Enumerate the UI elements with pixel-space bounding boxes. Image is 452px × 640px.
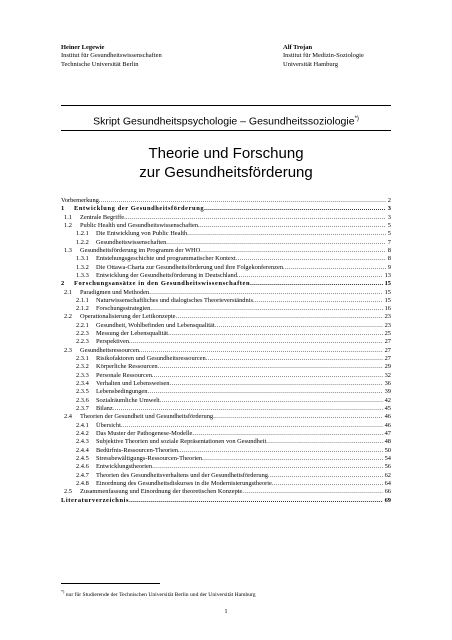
toc-entry-title: Literaturverzeichnis [61, 496, 130, 504]
toc-entry-number: 2.3.1 [76, 355, 89, 363]
toc-entry [61, 472, 391, 480]
toc-entry-page: 5 [387, 221, 391, 229]
page-number: 1 [224, 608, 228, 615]
toc-dot-leader [158, 363, 383, 371]
toc-entry-title: Entwicklung der Gesundheitsförderung in Deutschland [96, 271, 237, 279]
toc-dot-leader [204, 205, 386, 213]
toc-entry [61, 363, 391, 371]
toc-dot-leader [272, 480, 383, 488]
toc-entry [61, 422, 391, 430]
toc-dot-leader [147, 388, 382, 396]
toc-entry [61, 305, 391, 313]
toc-entry-page: 13 [384, 271, 391, 279]
toc-entry-title: Entstehungsgeschichte und programmatischer Kontext [96, 255, 236, 263]
toc-dot-leader [242, 488, 382, 496]
toc-entry-number: 2.1.1 [76, 296, 89, 304]
toc-entry-page: 54 [384, 454, 391, 462]
toc-entry-title: Operationalisierung der Leitkonzepte [80, 313, 176, 321]
title-rule-bottom [61, 130, 391, 131]
toc-entry-title: Sozialräumliche Umwelt [96, 396, 160, 404]
toc-entry-page: 42 [384, 396, 391, 404]
toc-dot-leader [168, 330, 383, 338]
toc-entry-title: Forschungsstrategien [96, 305, 151, 313]
footnote-rule [61, 583, 160, 584]
toc-entry [61, 488, 391, 496]
toc-entry-title: Bedürfnis-Ressourcen-Theorien [96, 446, 178, 454]
main-title-line-2: zur Gesundheitsförderung [139, 163, 313, 181]
toc-entry [61, 297, 391, 305]
toc-entry-number: 2.2.3 [76, 338, 89, 346]
toc-entry [61, 197, 391, 205]
toc-entry-number: 2.4.8 [76, 479, 89, 487]
toc-entry-page: 66 [384, 488, 391, 496]
toc-entry [61, 239, 391, 247]
toc-entry-title: Risikofaktoren und Gesundheitsressourcen [96, 355, 206, 363]
toc-dot-leader [169, 380, 382, 388]
toc-dot-leader [213, 413, 383, 421]
toc-entry [61, 230, 391, 238]
toc-entry [61, 322, 391, 330]
script-title-text: Skript Gesundheitspsychologie – Gesundheitssoziologie [93, 115, 355, 128]
toc-entry-title: Gesundheitsressourcen [80, 346, 139, 354]
toc-entry [61, 405, 391, 413]
toc-entry-page: 50 [384, 446, 391, 454]
toc-entry-title: Naturwissenschaftliches und dialogisches Theorieverständnis [96, 296, 253, 304]
toc-entry-number: 1.2.2 [76, 238, 89, 246]
toc-entry [61, 247, 391, 255]
toc-entry-page: 15 [384, 288, 391, 296]
toc-entry [61, 205, 391, 213]
toc-entry-number: 2.2.3 [76, 330, 89, 338]
toc-dot-leader [160, 397, 383, 405]
toc-entry [61, 397, 391, 405]
toc-entry-title: Zusammenfassung und Einordnung der theoretischen Konzepte [80, 488, 243, 496]
toc-dot-leader [121, 422, 383, 430]
author-legewie [61, 44, 162, 69]
toc-entry-title: Körperliche Ressourcen [96, 363, 158, 371]
toc-entry-number: 2.4.6 [76, 463, 89, 471]
toc-entry-title: Das Muster der Pathogenese-Modelle [96, 429, 193, 437]
toc-entry-title: Public Health und Gesundheitswissenschaften [80, 221, 199, 229]
toc-entry-number: 1.1 [64, 213, 72, 221]
toc-entry [61, 264, 391, 272]
author-university: Universität Hamburg [283, 60, 338, 68]
toc-entry [61, 222, 391, 230]
toc-entry-page: 9 [387, 263, 391, 271]
toc-dot-leader [250, 280, 382, 288]
toc-entry-title: Entwicklungstheorien [96, 463, 153, 471]
author-university: Technische Universität Berlin [61, 60, 139, 68]
toc-entry-title: Einordnung des Gesundheitsdiskurses in die Modernisierungstheorie [96, 479, 272, 487]
toc-dot-leader [149, 289, 382, 297]
main-title [61, 145, 391, 182]
toc-entry-page: 36 [384, 380, 391, 388]
toc-entry [61, 380, 391, 388]
toc-entry-number: 1.2.1 [76, 230, 89, 238]
toc-entry-number: 2.4.2 [76, 429, 89, 437]
toc-dot-leader [268, 472, 383, 480]
toc-entry-title: Theorien des Gesundheitsverhaltens und der Gesundheitsförderung [96, 471, 268, 479]
toc-entry-number: 2.3.4 [76, 380, 89, 388]
footnote [61, 589, 256, 598]
toc-entry [61, 413, 391, 421]
toc-entry-page: 3 [387, 205, 391, 213]
toc-entry-number: 1 [61, 205, 65, 213]
toc-entry-page: 25 [384, 330, 391, 338]
toc-entry [61, 338, 391, 346]
toc-dot-leader [202, 455, 382, 463]
toc-entry [61, 463, 391, 471]
toc-entry [61, 313, 391, 321]
title-rule-top [61, 105, 391, 106]
toc-dot-leader [237, 272, 383, 280]
toc-entry [61, 330, 391, 338]
toc-entry-page: 32 [384, 371, 391, 379]
toc-entry-page: 64 [384, 479, 391, 487]
toc-entry [61, 280, 391, 288]
toc-dot-leader [99, 197, 386, 205]
toc-entry [61, 255, 391, 263]
main-title-line-1: Theorie und Forschung [148, 145, 304, 162]
author-institute: Institut für Gesundheitswissenschaften [61, 52, 162, 60]
toc-entry-title: Vorbemerkung [61, 197, 99, 204]
toc-dot-leader [139, 347, 383, 355]
toc-entry-title: Die Ottawa-Charta zur Gesundheitsförderung und ihre Folgekonferenzen [96, 263, 284, 271]
toc-entry-page: 45 [384, 405, 391, 412]
toc-entry-page: 8 [387, 246, 391, 254]
toc-entry-title: Personale Ressourcen [96, 371, 152, 379]
toc-entry-title: Gesundheitsförderung im Programm der WHO [80, 246, 201, 254]
toc-entry-page: 46 [384, 421, 391, 429]
toc-entry-number: 2.3 [64, 346, 72, 354]
toc-entry-number: 2 [61, 280, 65, 288]
toc-dot-leader [129, 497, 383, 505]
footnote-marker: *) [61, 589, 65, 594]
toc-entry-page: 5 [387, 230, 391, 238]
toc-entry-number: 2.1.2 [76, 305, 89, 313]
toc-dot-leader [129, 338, 383, 346]
toc-entry-page: 46 [384, 413, 391, 421]
toc-entry-number: 2.3.7 [76, 405, 89, 412]
toc-entry-page: 48 [384, 438, 391, 446]
toc-dot-leader [166, 239, 386, 247]
author-name: Alf Trojan [283, 44, 313, 51]
toc-entry-number: 1.3.2 [76, 263, 89, 271]
toc-entry [61, 272, 391, 280]
toc-entry-number: 2.2.1 [76, 321, 89, 329]
toc-entry-page: 15 [384, 280, 391, 288]
author-trojan [283, 44, 364, 69]
toc-dot-leader [175, 313, 382, 321]
toc-dot-leader [266, 438, 382, 446]
toc-entry-title: Gesundheit, Wohlbefinden und Lebensqualität [96, 321, 215, 329]
toc-dot-leader [152, 372, 383, 380]
toc-entry-number: 1.2 [64, 221, 72, 229]
toc-entry-number: 2.5 [64, 488, 72, 496]
toc-entry-page: 8 [387, 255, 391, 263]
toc-entry [61, 372, 391, 380]
toc-entry-page: 56 [384, 463, 391, 471]
toc-entry-number: 1.3.3 [76, 271, 89, 279]
toc-entry-page: 2 [387, 197, 391, 204]
toc-entry [61, 289, 391, 297]
toc-entry-page: 47 [384, 429, 391, 437]
toc-entry-page: 7 [387, 238, 391, 246]
toc-entry-page: 27 [384, 355, 391, 363]
toc-entry-page: 69 [384, 496, 391, 504]
toc-entry [61, 430, 391, 438]
toc-entry-title: Messung der Lebensqualität [96, 330, 169, 338]
toc-dot-leader [206, 355, 383, 363]
toc-entry-number: 2.4.1 [76, 421, 89, 429]
toc-entry-number: 2.4 [64, 413, 72, 421]
toc-entry-page: 15 [384, 296, 391, 304]
toc-entry [61, 355, 391, 363]
toc-entry-title: Perspektiven [96, 338, 130, 346]
toc-entry-number: 1.3.1 [76, 255, 89, 263]
toc-entry [61, 347, 391, 355]
toc-entry-title: Die Entwicklung von Public Health [96, 230, 188, 238]
toc-entry [61, 388, 391, 396]
toc-entry-page: 27 [384, 346, 391, 354]
toc-entry-title: Lebensbedingungen [96, 388, 148, 396]
toc-dot-leader [200, 247, 386, 255]
toc-entry-number: 2.4.3 [76, 438, 89, 446]
toc-entry-number: 2.3.2 [76, 363, 89, 371]
toc-entry-number: 1.3 [64, 246, 72, 254]
toc-entry-page: 23 [384, 321, 391, 329]
toc-entry-title: Theorien der Gesundheit und Gesundheitsförderung [80, 413, 214, 421]
toc-dot-leader [215, 322, 383, 330]
toc-entry-title: Subjektive Theorien und soziale Repräsentationen von Gesundheit [96, 438, 267, 446]
toc-entry [61, 438, 391, 446]
toc-dot-leader [178, 447, 383, 455]
toc-entry-page: 27 [384, 338, 391, 346]
toc-entry-page: 23 [384, 313, 391, 321]
toc-entry-page: 62 [384, 471, 391, 479]
toc-entry-title: Bilanz [96, 405, 113, 412]
toc-dot-leader [283, 264, 386, 272]
toc-dot-leader [198, 222, 386, 230]
toc-entry-number: 2.4.5 [76, 454, 89, 462]
toc-dot-leader [152, 463, 383, 471]
toc-entry-title: Gesundheitswissenschaften [96, 238, 167, 246]
toc-entry-title: Zentrale Begriffe [80, 213, 125, 221]
toc-dot-leader [192, 430, 382, 438]
author-name: Heiner Legewie [61, 44, 105, 51]
toc-entry-number: 2.1 [64, 288, 72, 296]
toc-dot-leader [187, 230, 386, 238]
toc-entry-number: 2.3.5 [76, 388, 89, 396]
toc-entry-title: Verhalten und Lebensweisen [96, 380, 170, 388]
toc-dot-leader [124, 214, 386, 222]
toc-dot-leader [253, 297, 383, 305]
toc-entry-page: 3 [387, 213, 391, 221]
script-title [61, 112, 391, 129]
toc-entry-number: 2.2 [64, 313, 72, 321]
toc-dot-leader [113, 405, 383, 413]
author-institute: Institut für Medizin-Soziologie [283, 52, 364, 60]
toc-entry [61, 214, 391, 222]
toc-entry-number: 2.4.7 [76, 471, 89, 479]
toc-entry [61, 480, 391, 488]
toc-dot-leader [150, 305, 382, 313]
toc-entry-page: 29 [384, 363, 391, 371]
toc-entry-title: Stressbewältigungs-Ressourcen-Theorien [96, 454, 203, 462]
toc-entry [61, 497, 391, 505]
toc-entry-title: Übersicht [96, 421, 121, 429]
toc-entry-page: 16 [384, 305, 391, 313]
toc-entry-title: Forschungsansätze in den Gesundheitswissenschaften [74, 280, 251, 288]
toc-entry-number: 2.3.3 [76, 371, 89, 379]
toc-entry-title: Entwicklung der Gesundheitsförderung [74, 205, 205, 213]
toc-entry-title: Paradigmen und Methoden [80, 288, 150, 296]
script-title-footnote-marker: *) [354, 116, 359, 122]
toc-entry-number: 2.3.6 [76, 396, 89, 404]
toc-entry-number: 2.4.4 [76, 446, 89, 454]
toc-entry [61, 447, 391, 455]
footnote-text: nur für Studierende der Technischen Universität Berlin und der Universität Hamburg [64, 591, 256, 598]
toc-entry-page: 39 [384, 388, 391, 396]
toc-dot-leader [236, 255, 386, 263]
toc-entry [61, 455, 391, 463]
